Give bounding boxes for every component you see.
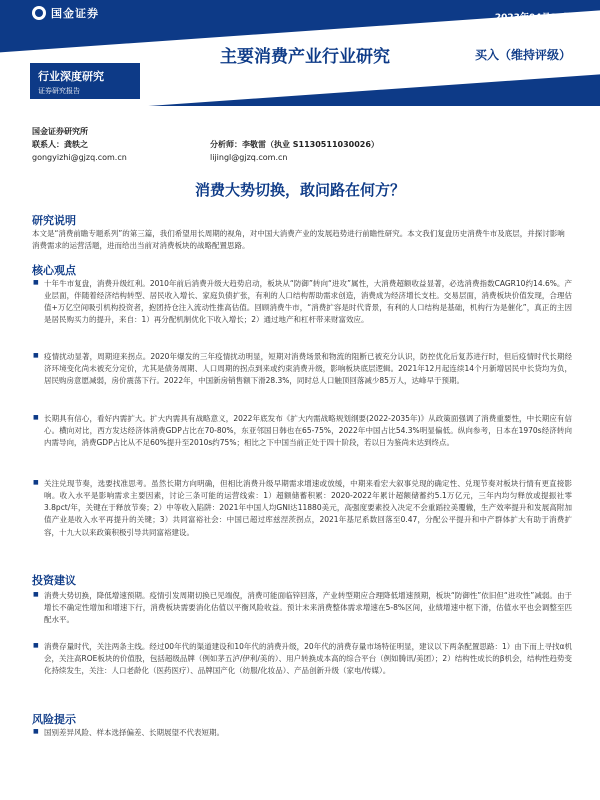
report-date: 2023年04月15日: [494, 13, 572, 23]
company-logo: [32, 5, 99, 21]
logo-icon: [32, 6, 46, 20]
analyst-name: 分析师：李敬雷（执业 S1130511030026）: [210, 140, 379, 149]
core-point-3: ■ 长期具有信心，看好内需扩大。扩大内需具有战略意义，2022年底发布《扩大内需战略规划纲要(2022-2035年)》从政策面强调了消费重要性，中长期应有信心。横向对比，西方发达经济体消费GDP占比在70-80%，东亚邻国日韩也在65-75%，2022年中国占比54.3%明显偏低。纵向参考，日本在1970s经济转向内需导向，消费GDP占比从不足60%提升至2010s约75%；相比之下中国当前正处于四十阶段，若以日为鉴尚未达到终点。: [44, 413, 572, 449]
section-title-risk: 风险提示: [32, 713, 76, 726]
institute-name: 国金证券研究所: [32, 127, 88, 136]
research-text: 本文是“消费前瞻专题系列”的第三篇，我们希望用长周期的视角，对中国大消费产业的发展趋势进行前瞻性研究。本文我们复盘历史消费牛市及底层，并探讨影响消费需求的运营活题，进而给出当前对消费板块的战略配置思路。: [32, 229, 565, 250]
invest-point-1: ■ 消费大势切换，降低增速预期。疫情引发周期切换已见端倪，消费可能面临锌回落，产业转型期应合理降低增速预期，板块“防御性”依旧但“进攻性”减弱。由于增长不确定性增加和增速下行，消费板块需要消化估值以平衡风险收益。预计未来消费整体需求增速在5-8%区间，业绩增速中枢下滑，估值水平也会调整至匹配水平。: [44, 590, 572, 626]
core-point-1: ■ 十年牛市复盘，消费升级红利。2010年前后消费升级大趋势启动，板块从“防御”转向“进攻”属性，大消费超额收益显著，必选消费指数CAGR10约14.6%。产业层面，伴随着经济结构转型、居民收入增长、家庭负债扩张，有利的人口结构帮助需求创造，消费成为经济增长支柱。交易层面，消费板块价值发现，合理估值+万亿空间吸引机构投资者，抱团持仓注入流动性推高估值。回顾消费牛市，“消费扩容是时代背景，有利的人口结构是基础，机构行为是催化”，真正的主因是居民购买力的提升，来自：1）再分配机制优化下收入增长；2）通过地产和杠杆带来财富效应。: [44, 278, 572, 327]
logo-text: 国金证券: [51, 7, 99, 20]
section-title-research: 研究说明: [32, 214, 76, 227]
rating-badge: 买入（维持评级）: [475, 48, 572, 62]
section-title-invest: 投资建议: [32, 574, 76, 587]
report-headline: 消费大势切换，敢问路在何方？: [194, 181, 405, 199]
core-point-2: ■ 疫情扰动显著，周期迎来拐点。2020年爆发的三年疫情扰动明显，短期对消费场景和物流的阻断已被充分认识，防控优化后复苏进行时，但后疫情时代长期经济环境变化尚未被充分定价，尤其是债务周期、人口周期的拐点到来或约束消费升级，影响板块底层逻辑。2021年12月起连续14个月新增居民中长贷均为负，居民购房意愿减弱，房价震荡下行。2022年，中国新房销售额下滑28.3%，同时总人口触顶回落减少85万人，达峰早于预期。: [44, 351, 572, 387]
report-type: 行业深度研究: [38, 70, 104, 83]
report-title: 主要消费产业行业研究: [220, 47, 390, 67]
core-point-4: ■ 关注兑现节奏，选要找准思考。虽然长期方向明确，但相比消费升级早期需求增速或放缓，中期来看宏大叙事兑现的确定性、兑现节奏对板块行情有更直接影响。收入水平是影响需求主要因素，讨论三条可能的运营线索：1）超额储蓄积累：2020-2022年累计超额储蓄约5.1万亿元，三年内均匀释放或提振社零3.8pct/年，关键在于释放节奏；2）中等收入陷阱：2021年中国人均GNI达11880美元，高强度要素投入决定不会重蹈拉美覆辙，生产效率提升和发展高附加值产业是收入水平再提升的关键；3）共同富裕社会：中国已超过库兹涅茨拐点，2021年基尼系数回落至0.47，分配公平提升和中产群体扩大有助于消费扩容，十九大以来政策积极引导共同富裕建设。: [44, 478, 572, 539]
section-title-core: 核心观点: [32, 264, 76, 277]
invest-point-2: ■ 消费存量时代，关注两条主线。经过00年代的渠道建设和10年代的消费升级，20年代的消费存量市场特征明显，建议以下两条配置思路：1）由下而上寻找α机会，关注高ROE板块的价值股，包括超级品牌（例如茅五泸/伊利/美的）、用户转换成本高的综合平台（例如腾讯/美团）；2）结构性成长的β机会，结构性趋势变化持续发生，关注：人口老龄化（医药医疗）、品牌国产化（纺服/化妆品）、产品创新升级（家电/传媒）。: [44, 641, 572, 677]
risk-point: ■ 国别差异风险、样本选择偏差、长期展望不代表短期。: [44, 727, 572, 739]
contact-person: 联系人：龚轶之: [32, 140, 88, 149]
header-banner: [0, 0, 600, 106]
analyst-email[interactable]: lijingl@gjzq.com.cn: [210, 153, 288, 162]
contact-email[interactable]: gongyizhi@gjzq.com.cn: [32, 153, 127, 162]
report-subtype: 证券研究报告: [38, 87, 80, 95]
